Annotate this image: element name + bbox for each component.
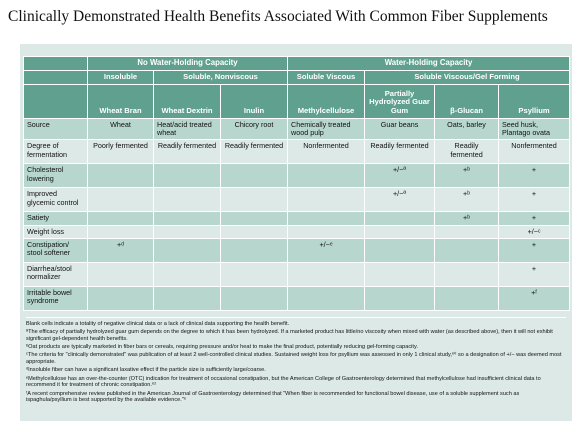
table-cell: +/−ᶜ (499, 225, 570, 238)
table-cell (88, 212, 154, 225)
table-footnotes (26, 321, 566, 406)
row-label: Weight loss (24, 225, 88, 238)
footnote: ᵈInsoluble fiber can have a significant laxative effect if the particle size is sufficiently large/coarse. (26, 367, 266, 374)
table-cell: Guar beans (365, 118, 435, 140)
group-no-water-holding: No Water-Holding Capacity (88, 57, 288, 71)
table-row (24, 238, 570, 262)
column-header: β-Glucan (435, 84, 499, 118)
table-cell (154, 212, 221, 225)
table-cell: + (499, 164, 570, 188)
column-header: Wheat Dextrin (154, 84, 221, 118)
table-cell (435, 238, 499, 262)
fiber-benefits-table (23, 56, 570, 311)
table-cell: Readily fermented (221, 140, 288, 164)
table-cell: + (499, 188, 570, 212)
group-water-holding: Water-Holding Capacity (288, 57, 570, 71)
fiber-table-panel (20, 44, 572, 421)
subgroup-soluble-viscous: Soluble Viscous (288, 70, 365, 84)
footnote: ᶜThe criteria for "clinically demonstrated" was publication of at least 2 well-controlled clinical studies. Sustained weight loss for psyllium was assessed in only 1 clinical study,⁶⁰ so a designation of +/− was deemed most appropriate. (26, 352, 562, 366)
table-cell: +/−ª (365, 164, 435, 188)
table-cell (288, 188, 365, 212)
table-row (24, 164, 570, 188)
table-cell: + (499, 238, 570, 262)
table-cell (288, 164, 365, 188)
table-cell (221, 286, 288, 310)
table-cell: Oats, barley (435, 118, 499, 140)
subgroup-soluble-nonviscous: Soluble, Nonviscous (154, 70, 288, 84)
page-title: Clinically Demonstrated Health Benefits Associated With Common Fiber Supplements (8, 8, 548, 25)
table-cell (88, 262, 154, 286)
table-cell (221, 238, 288, 262)
table-cell (365, 225, 435, 238)
table-cell (154, 286, 221, 310)
table-cell (365, 262, 435, 286)
table-cell (435, 286, 499, 310)
column-header: Wheat Bran (88, 84, 154, 118)
header-blank (24, 57, 88, 71)
table-cell (154, 188, 221, 212)
row-label: Source (24, 118, 88, 140)
table-cell: Seed husk, Plantago ovata (499, 118, 570, 140)
table-cell: Readily fermented (435, 140, 499, 164)
table-cell (88, 188, 154, 212)
table-cell (365, 286, 435, 310)
table-cell: +/−ª (365, 188, 435, 212)
row-label: Irritable bowel syndrome (24, 286, 88, 310)
table-row (24, 212, 570, 225)
header-blank-3 (24, 84, 88, 118)
table-cell: + (499, 212, 570, 225)
row-label: Constipation/ stool softener (24, 238, 88, 262)
table-cell (288, 262, 365, 286)
footnote: Blank cells indicate a totality of negative clinical data or a lack of clinical data supporting the health benefit. (26, 321, 290, 327)
footnote: ᶠA recent comprehensive review published in the American Journal of Gastroenterology determined that "When fiber is recommended for functional bowel disease, use of a soluble supplement such as ispaghula/psyllium is best supported by the available evidence."⁶ (26, 390, 520, 404)
table-cell: Nonfermented (499, 140, 570, 164)
table-cell: +ᵇ (435, 164, 499, 188)
table-cell: +ᵈ (88, 238, 154, 262)
table-cell: + (499, 262, 570, 286)
table-cell (88, 164, 154, 188)
table-cell (154, 164, 221, 188)
footnote: ᵉMethylcellulose has an over-the-counter (OTC) indication for treatment of occasional constipation, but the American College of Gastroenterology determined that methylcellulose had insufficient clinical data to recommend it for treatment of chronic constipation.⁶² (26, 375, 541, 389)
table-cell (221, 262, 288, 286)
table-cell: Chicory root (221, 118, 288, 140)
footnote: ᵇOat products are typically marketed in fiber bars or cereals, requiring pressure and/or heat to make the final product, potentially reducing gel-forming capacity. (26, 344, 418, 351)
row-label: Diarrhea/stool normalizer (24, 262, 88, 286)
subgroup-soluble-gel: Soluble Viscous/Gel Forming (365, 70, 570, 84)
footnote: ªThe efficacy of partially hydrolyzed guar gum depends on the degree to which it has been hydrolyzed. If a marketed product has little/no viscosity when mixed with water (as described above), then it will not exhibit significant gel-dependent health benefits. (26, 329, 553, 343)
table-cell (365, 212, 435, 225)
table-cell: Nonfermented (288, 140, 365, 164)
table-cell (365, 238, 435, 262)
table-cell (154, 238, 221, 262)
table-cell (288, 212, 365, 225)
table-cell: +ᶠ (499, 286, 570, 310)
row-label: Satiety (24, 212, 88, 225)
table-cell: Readily fermented (365, 140, 435, 164)
table-cell: Chemically treated wood pulp (288, 118, 365, 140)
table-cell (154, 225, 221, 238)
table-cell: Readily fermented (154, 140, 221, 164)
column-header: Partially Hydrolyzed Guar Gum (365, 84, 435, 118)
table-row (24, 225, 570, 238)
table-cell (88, 286, 154, 310)
table-cell: Wheat (88, 118, 154, 140)
table-cell: +ᵇ (435, 188, 499, 212)
subgroup-insoluble: Insoluble (88, 70, 154, 84)
table-cell (88, 225, 154, 238)
table-cell: Poorly fermented (88, 140, 154, 164)
table-cell (221, 225, 288, 238)
header-blank-2 (24, 70, 88, 84)
row-label: Improved glycemic control (24, 188, 88, 212)
table-cell (221, 212, 288, 225)
table-cell (288, 286, 365, 310)
table-cell (435, 262, 499, 286)
column-header: Methylcellulose (288, 84, 365, 118)
row-label: Cholesterol lowering (24, 164, 88, 188)
table-cell (154, 262, 221, 286)
row-label: Degree of fermentation (24, 140, 88, 164)
column-header: Inulin (221, 84, 288, 118)
table-cell (221, 164, 288, 188)
table-row (24, 262, 570, 286)
table-cell (221, 188, 288, 212)
table-row (24, 188, 570, 212)
table-row (24, 118, 570, 140)
column-header: Psyllium (499, 84, 570, 118)
table-cell (435, 225, 499, 238)
table-cell: +/−ᵉ (288, 238, 365, 262)
table-cell: Heat/acid treated wheat (154, 118, 221, 140)
table-cell: +ᵇ (435, 212, 499, 225)
table-row (24, 140, 570, 164)
table-cell (288, 225, 365, 238)
table-row (24, 286, 570, 310)
notes-divider (26, 317, 566, 318)
